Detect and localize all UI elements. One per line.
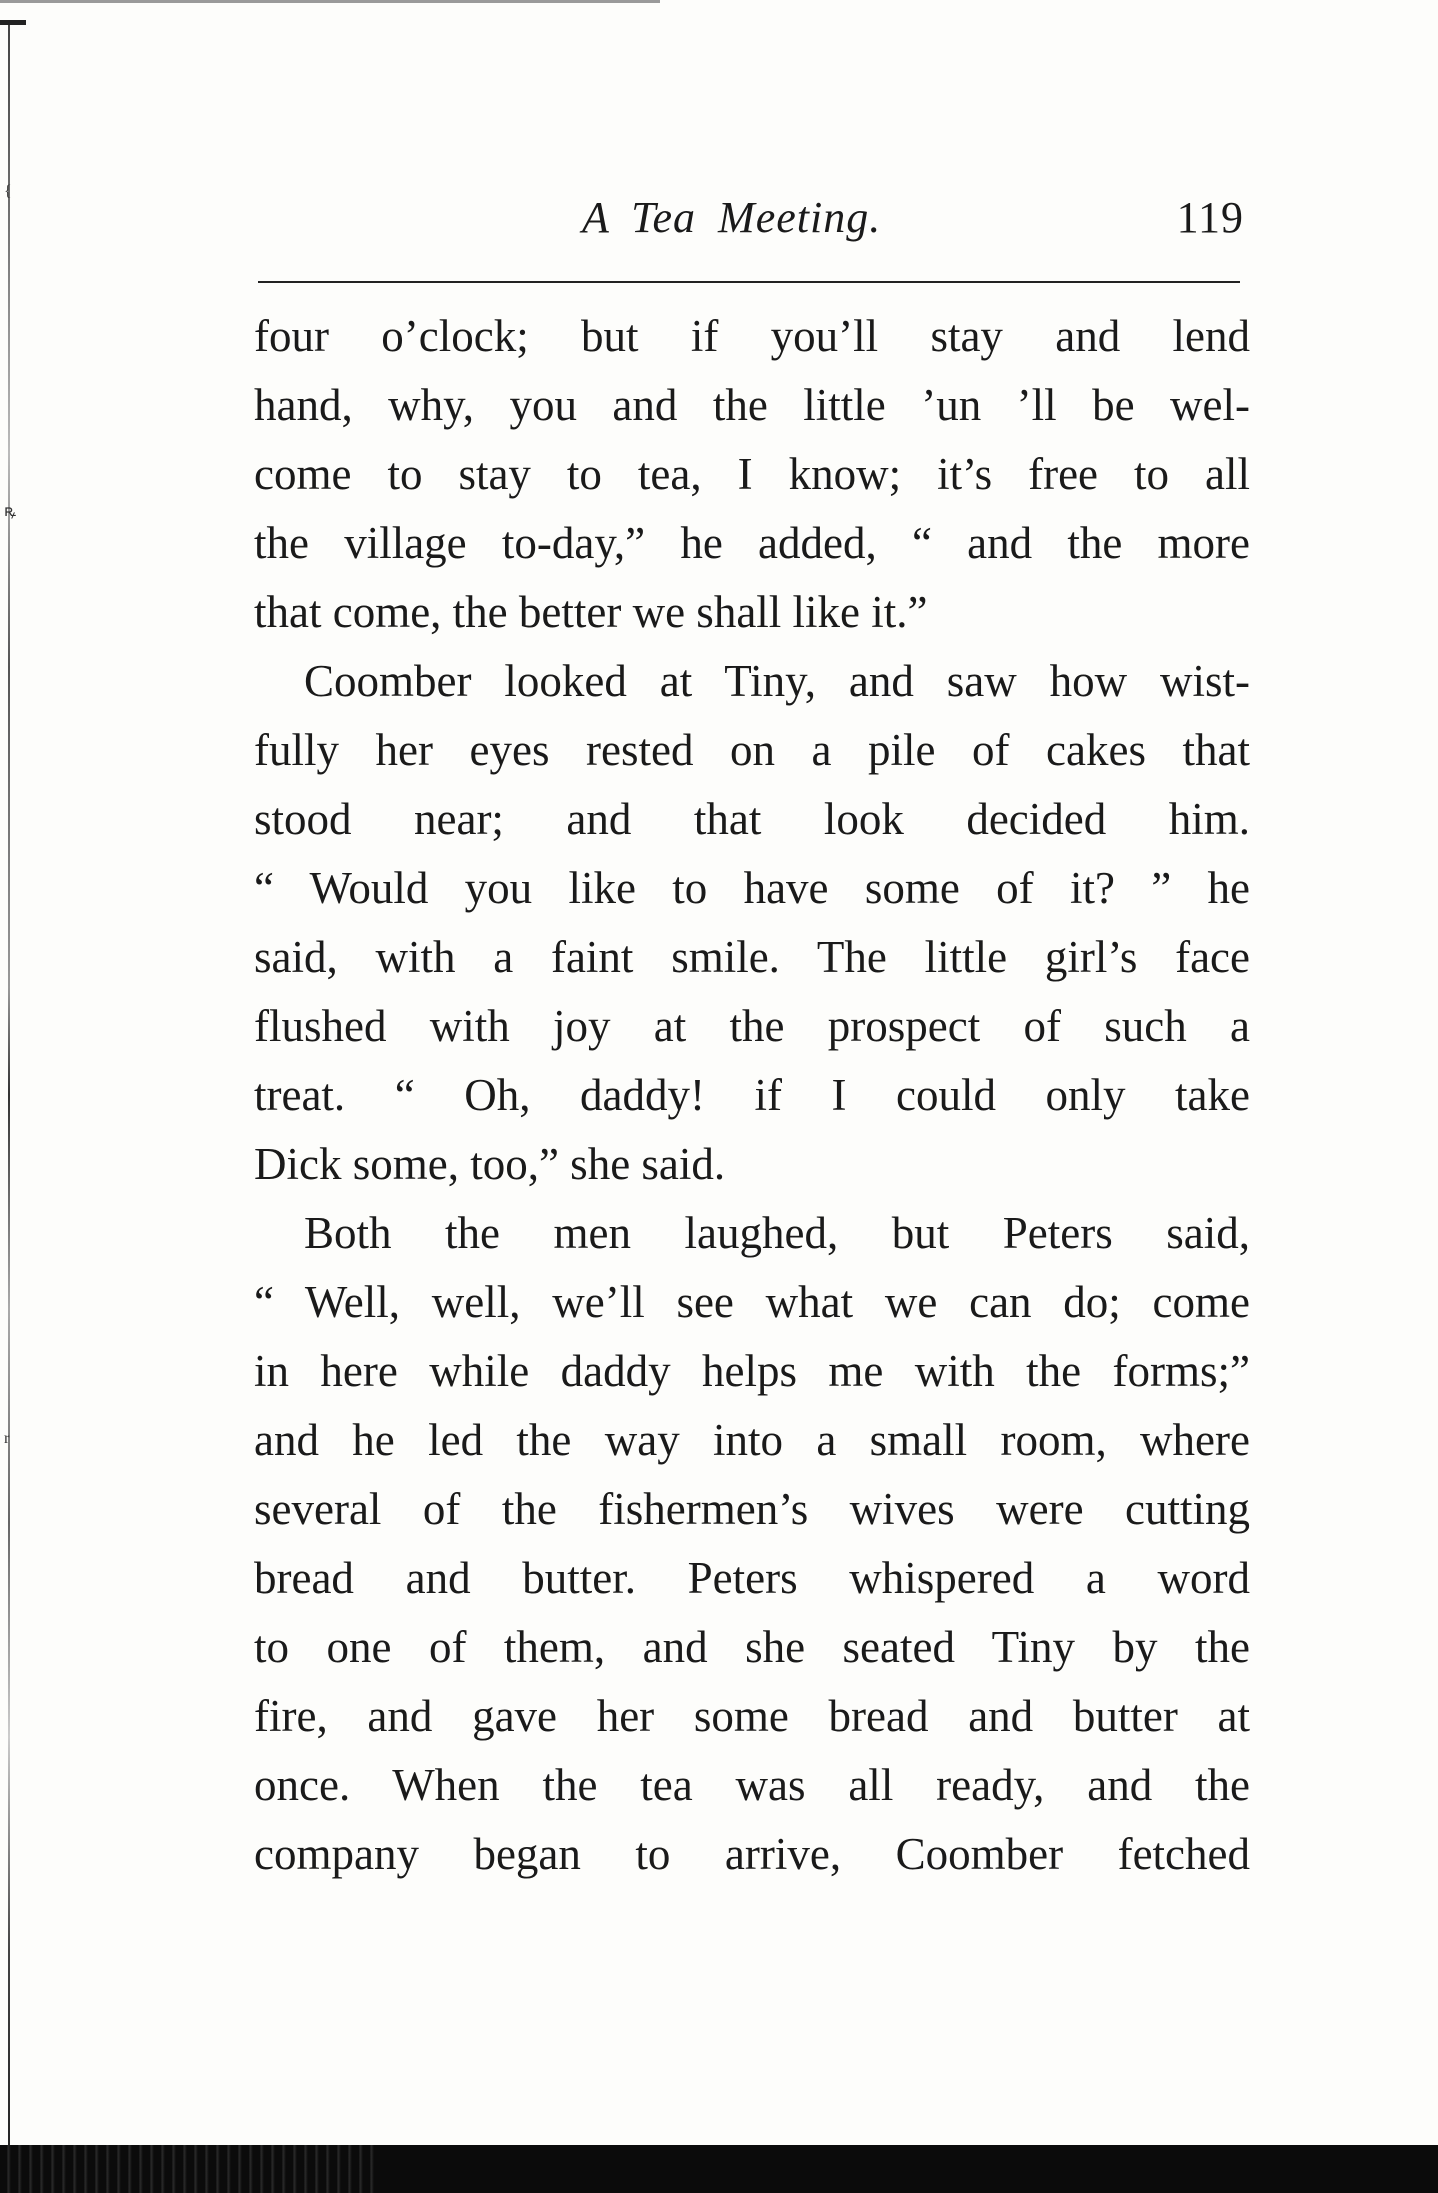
text-line: fire, and gave her some bread and butter at	[254, 1691, 1250, 1741]
page-body	[254, 302, 1250, 1889]
text-line: to one of them, and she seated Tiny by the	[254, 1622, 1250, 1672]
header-rule	[258, 281, 1240, 283]
scan-top-corner	[0, 20, 26, 25]
text-line: Both the men laughed, but Peters said,	[304, 1208, 1250, 1258]
text-line: “ Would you like to have some of it? ” he	[254, 863, 1250, 913]
text-line: in here while daddy helps me with the forms;”	[254, 1346, 1250, 1396]
text-line: several of the fishermen’s wives were cutting	[254, 1484, 1250, 1534]
paragraph	[254, 1199, 1250, 1889]
binding-mark: {	[4, 183, 12, 200]
binding-mark: ꝶ	[4, 503, 17, 520]
text-line: Dick some, too,” she said.	[254, 1139, 726, 1189]
running-head	[256, 192, 1244, 252]
text-line: company began to arrive, Coomber fetched	[254, 1829, 1250, 1879]
text-line: four o’clock; but if you’ll stay and lend	[254, 311, 1250, 361]
binding-mark: r	[4, 1430, 10, 1447]
text-line: once. When the tea was all ready, and the	[254, 1760, 1250, 1810]
text-line: fully her eyes rested on a pile of cakes that	[254, 725, 1250, 775]
text-line: Coomber looked at Tiny, and saw how wist-	[304, 656, 1250, 706]
text-line: stood near; and that look decided him.	[254, 794, 1250, 844]
text-line: the village to-day,” he added, “ and the more	[254, 518, 1250, 568]
running-title: A Tea Meeting.	[582, 193, 882, 242]
text-line: treat. “ Oh, daddy! if I could only take	[254, 1070, 1250, 1120]
paragraph	[254, 647, 1250, 1199]
scan-top-edge	[0, 0, 660, 3]
text-line: and he led the way into a small room, where	[254, 1415, 1250, 1465]
text-line: flushed with joy at the prospect of such a	[254, 1001, 1250, 1051]
binding-edge	[8, 25, 10, 2165]
text-line: said, with a faint smile. The little girl’s face	[254, 932, 1250, 982]
paragraph	[254, 302, 1250, 647]
text-line: come to stay to tea, I know; it’s free to all	[254, 449, 1250, 499]
text-line: that come, the better we shall like it.”	[254, 587, 928, 637]
scan-bottom-noise	[0, 2145, 380, 2193]
text-line: bread and butter. Peters whispered a word	[254, 1553, 1250, 1603]
page-number: 119	[1176, 193, 1244, 242]
text-line: “ Well, well, we’ll see what we can do; come	[254, 1277, 1250, 1327]
text-line: hand, why, you and the little ’un ’ll be wel-	[254, 380, 1250, 430]
